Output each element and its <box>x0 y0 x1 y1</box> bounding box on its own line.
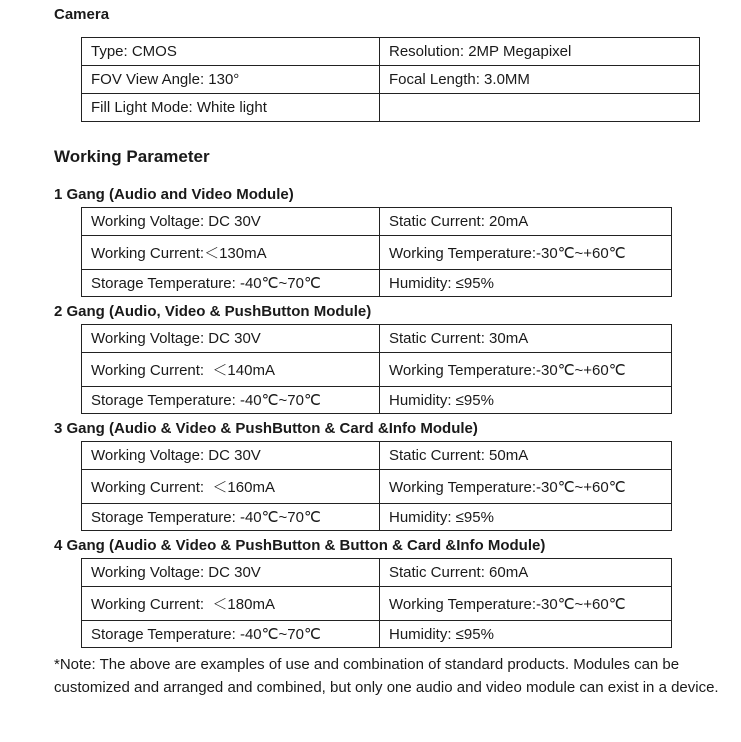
table-row <box>82 236 672 270</box>
table-row <box>82 353 672 387</box>
spec-cell: Static Current: 30mA <box>380 325 672 353</box>
spec-cell: Working Voltage: DC 30V <box>82 325 380 353</box>
spec-cell: Working Temperature:-30℃~+60℃ <box>380 236 672 270</box>
spec-cell: Storage Temperature: -40℃~70℃ <box>82 504 380 531</box>
spec-cell: Static Current: 50mA <box>380 442 672 470</box>
spec-cell: Storage Temperature: -40℃~70℃ <box>82 387 380 414</box>
table-row <box>82 587 672 621</box>
table-row <box>82 504 672 531</box>
camera-heading: Camera <box>54 6 110 23</box>
gang-3-heading: 3 Gang (Audio & Video & PushButton & Card &Info Module) <box>54 420 478 437</box>
gang-3-spec-table <box>81 441 672 531</box>
spec-cell: Humidity: ≤95% <box>380 270 672 297</box>
table-row <box>82 208 672 236</box>
spec-cell: Resolution: 2MP Megapixel <box>380 38 700 66</box>
spec-cell: Working Current: ＜160mA <box>82 470 380 504</box>
spec-cell: Storage Temperature: -40℃~70℃ <box>82 621 380 648</box>
spec-cell: Working Temperature:-30℃~+60℃ <box>380 587 672 621</box>
spec-cell <box>380 94 700 122</box>
spec-cell: Working Voltage: DC 30V <box>82 559 380 587</box>
spec-cell: Working Temperature:-30℃~+60℃ <box>380 470 672 504</box>
table-row <box>82 270 672 297</box>
spec-cell: Working Current: ＜180mA <box>82 587 380 621</box>
table-row <box>82 325 672 353</box>
spec-cell: Static Current: 20mA <box>380 208 672 236</box>
spec-cell: Storage Temperature: -40℃~70℃ <box>82 270 380 297</box>
note-text: *Note: The above are examples of use and combination of standard products. Modules can be customized and arranged and combined, but only one audio and video module can exist in a device. <box>54 656 719 696</box>
spec-cell: Fill Light Mode: White light <box>82 94 380 122</box>
camera-spec-table <box>81 37 700 122</box>
table-row <box>82 559 672 587</box>
spec-cell: Working Voltage: DC 30V <box>82 442 380 470</box>
spec-cell: Humidity: ≤95% <box>380 387 672 414</box>
gang-2-spec-table <box>81 324 672 414</box>
table-row <box>82 621 672 648</box>
spec-cell: Static Current: 60mA <box>380 559 672 587</box>
gang-4-heading: 4 Gang (Audio & Video & PushButton & Button & Card &Info Module) <box>54 537 546 554</box>
spec-cell: Focal Length: 3.0MM <box>380 66 700 94</box>
gang-4-spec-table <box>81 558 672 648</box>
table-row <box>82 442 672 470</box>
spec-cell: FOV View Angle: 130° <box>82 66 380 94</box>
gang-2-heading: 2 Gang (Audio, Video & PushButton Module) <box>54 303 372 320</box>
spec-cell: Working Current:＜130mA <box>82 236 380 270</box>
working-parameter-heading: Working Parameter <box>54 147 210 166</box>
gang-1-heading: 1 Gang (Audio and Video Module) <box>54 186 294 203</box>
spec-cell: Working Voltage: DC 30V <box>82 208 380 236</box>
table-row <box>82 470 672 504</box>
spec-cell: Humidity: ≤95% <box>380 504 672 531</box>
spec-cell: Humidity: ≤95% <box>380 621 672 648</box>
spec-cell: Type: CMOS <box>82 38 380 66</box>
table-row <box>82 387 672 414</box>
gang-1-spec-table <box>81 207 672 297</box>
spec-cell: Working Current: ＜140mA <box>82 353 380 387</box>
spec-cell: Working Temperature:-30℃~+60℃ <box>380 353 672 387</box>
